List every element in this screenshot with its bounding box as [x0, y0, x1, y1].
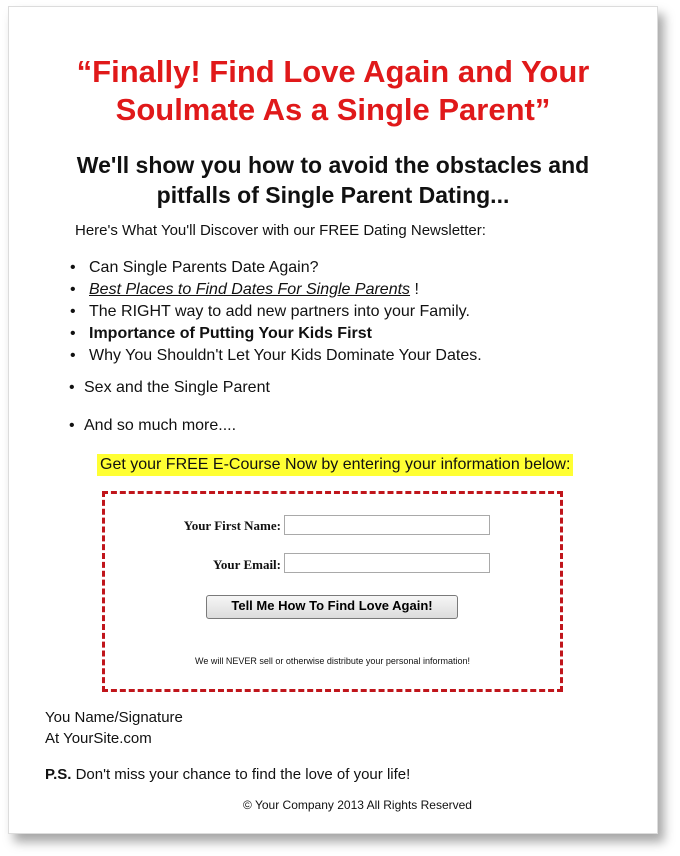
extra-bullet: • And so much more....: [67, 417, 236, 435]
subheadline: [9, 150, 657, 210]
best-places-link[interactable]: Best Places to Find Dates For Single Parents: [89, 281, 411, 298]
email-label: Your Email:: [212, 557, 281, 572]
submit-button[interactable]: Tell Me How To Find Love Again!: [206, 595, 458, 619]
signature-name: You Name/Signature: [45, 709, 183, 726]
privacy-note: We will NEVER sell or otherwise distribute your personal information!: [195, 656, 470, 666]
headline: [9, 53, 657, 129]
first-name-label: Your First Name:: [183, 518, 281, 533]
list-item: • Why You Shouldn't Let Your Kids Dominate Your Dates.: [67, 345, 482, 367]
ps-label: P.S.: [45, 766, 72, 783]
email-input[interactable]: [284, 553, 490, 573]
extra-bullet: • Sex and the Single Parent: [67, 379, 270, 397]
list-item: • Best Places to Find Dates For Single Parents !: [67, 279, 482, 301]
signature-site: At YourSite.com: [45, 730, 152, 747]
first-name-input[interactable]: [284, 515, 490, 535]
subheadline-line-2: pitfalls of Single Parent Dating...: [156, 182, 510, 208]
headline-line-1: “Finally! Find Love Again and Your: [76, 54, 590, 89]
subheadline-line-1: We'll show you how to avoid the obstacles and: [76, 152, 590, 178]
list-item: • The RIGHT way to add new partners into your Family.: [67, 301, 482, 323]
list-item: • Can Single Parents Date Again?: [67, 257, 482, 279]
signature: [45, 707, 183, 749]
cta-banner: Get your FREE E-Course Now by entering your information below:: [97, 454, 573, 476]
ps-text: Don't miss your chance to find the love of your life!: [71, 766, 411, 783]
postscript: [45, 766, 410, 783]
copyright: © Your Company 2013 All Rights Reserved: [243, 798, 472, 812]
intro-text: Here's What You'll Discover with our FREE Dating Newsletter:: [75, 222, 486, 239]
headline-line-2: Soulmate As a Single Parent”: [115, 92, 551, 127]
list-item: • Importance of Putting Your Kids First: [67, 323, 482, 345]
benefits-list: [67, 257, 482, 367]
sales-page: [8, 6, 658, 834]
